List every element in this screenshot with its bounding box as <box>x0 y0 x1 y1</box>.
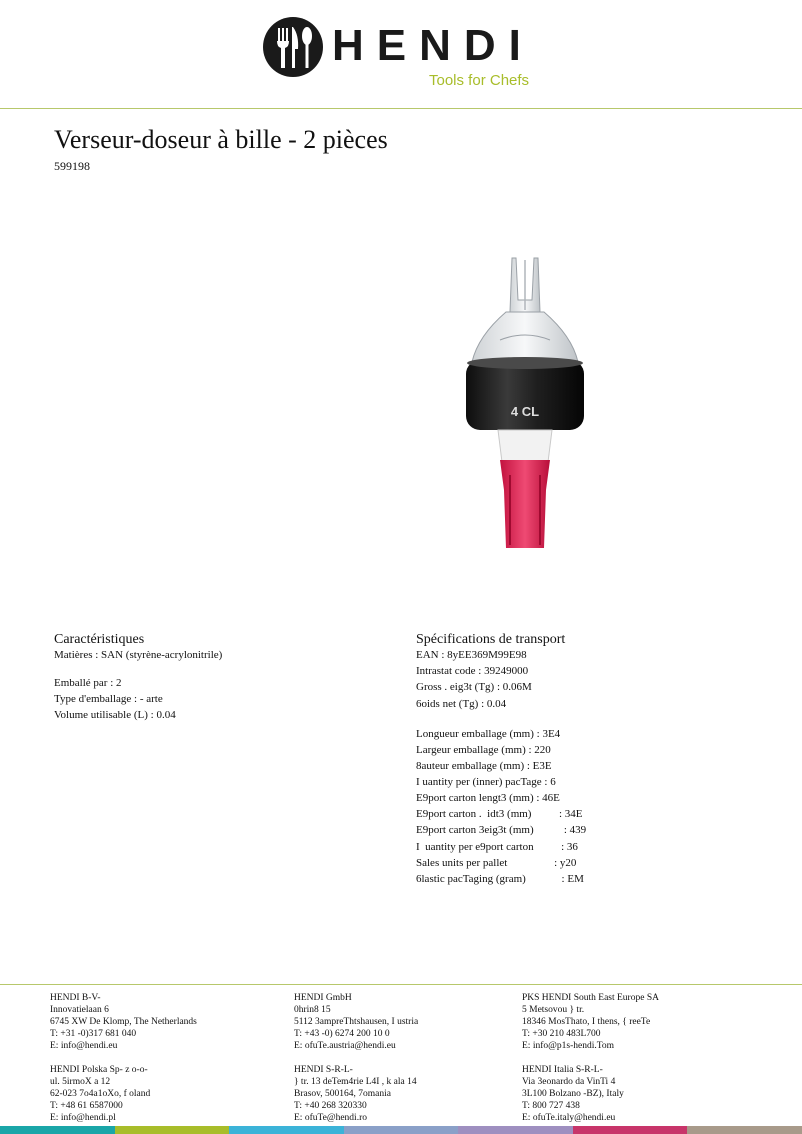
stripe-segment <box>344 1126 459 1134</box>
office-name: HENDI GmbH <box>294 993 352 1003</box>
footer-color-stripe <box>0 1126 802 1134</box>
office-street: ul. 5irmoX a 12 <box>50 1077 111 1087</box>
transport-line: 6lastic pacTaging (gram) : EM <box>416 873 584 885</box>
office-street: 5 Metsovou } tr. <box>522 1005 585 1015</box>
office-city: 18346 MosThato, I thens, { reeTe <box>522 1017 651 1027</box>
brand-tagline: Tools for Chefs <box>429 72 530 89</box>
transport-line: 8auteur emballage (mm) : E3E <box>416 760 552 772</box>
office-phone: T: +48 61 6587000 <box>50 1101 123 1111</box>
stripe-segment <box>573 1126 688 1134</box>
office-name: HENDI S-R-L- <box>294 1065 353 1075</box>
office-street: Innovatielaan 6 <box>50 1005 109 1015</box>
spacer <box>294 1052 418 1064</box>
transport-line: Intrastat code : 39249000 <box>416 665 529 677</box>
footer-column-1 <box>50 992 197 1124</box>
transport-line: I uantity per e9port carton : 36 <box>416 841 578 853</box>
office-city: 5112 3ampreThtshausen, I ustria <box>294 1017 419 1027</box>
office-street: 0hrin8 15 <box>294 1005 331 1015</box>
spec-packaging-type: Type d'emballage : - arte <box>54 693 163 705</box>
office-phone: T: +43 -0) 6274 200 10 0 <box>294 1029 390 1039</box>
office-name: PKS HENDI South East Europe SA <box>522 993 659 1003</box>
footer-column-2 <box>294 992 418 1124</box>
office-email: E: info@p1s-hendi.Tom <box>522 1041 614 1051</box>
transport-line: Largeur emballage (mm) : 220 <box>416 744 551 756</box>
office-name: HENDI B-V- <box>50 993 101 1003</box>
office-city: Brasov, 500164, 7omania <box>294 1089 392 1099</box>
transport-line: Gross . eig3t (Tg) : 0.06M <box>416 681 532 693</box>
office-email: E: ofuTe@hendi.ro <box>294 1113 367 1123</box>
stripe-segment <box>115 1126 230 1134</box>
brand-logo <box>262 14 552 94</box>
office-street: Via 3eonardo da VinTi 4 <box>522 1077 616 1087</box>
stripe-segment <box>458 1126 573 1134</box>
office-email: E: ofuTe.italy@hendi.eu <box>522 1113 616 1123</box>
transport-line: Longueur emballage (mm) : 3E4 <box>416 728 561 740</box>
office-street: } tr. 13 deTem4rie L4I , k ala 14 <box>294 1077 417 1087</box>
transport-line: EAN : 8yEE369M99E98 <box>416 649 527 661</box>
spec-packed-by: Emballé par : 2 <box>54 677 122 689</box>
header-divider <box>0 108 802 109</box>
office-phone: T: +30 210 483L700 <box>522 1029 601 1039</box>
product-title: Verseur-doseur à bille - 2 pièces <box>54 125 388 154</box>
transport-line: 6oids net (Tg) : 0.04 <box>416 698 507 710</box>
office-phone: T: +31 -0)317 681 040 <box>50 1029 137 1039</box>
characteristics-heading: Caractéristiques <box>54 632 145 647</box>
brand-name: HENDI <box>332 21 534 70</box>
product-sku: 599198 <box>54 159 90 173</box>
office-city: 6745 XW De Klomp, The Netherlands <box>50 1017 197 1027</box>
transport-line: E9port carton lengt3 (mm) : 46E <box>416 792 560 804</box>
stripe-segment <box>687 1126 802 1134</box>
transport-line: I uantity per (inner) pacTage : 6 <box>416 776 556 788</box>
office-email: E: info@hendi.eu <box>50 1041 118 1051</box>
footer-column-3 <box>522 992 659 1124</box>
cap-label: 4 CL <box>510 404 540 419</box>
office-name: HENDI Italia S-R-L- <box>522 1065 603 1075</box>
stripe-segment <box>0 1126 115 1134</box>
product-image <box>440 250 610 560</box>
office-email: E: ofuTe.austria@hendi.eu <box>294 1041 396 1051</box>
spec-usable-volume: Volume utilisable (L) : 0.04 <box>54 709 176 721</box>
transport-line: Sales units per pallet : y20 <box>416 857 577 869</box>
spacer <box>522 1052 659 1064</box>
stripe-segment <box>229 1126 344 1134</box>
office-name: HENDI Polska Sp- z o-o- <box>50 1065 148 1075</box>
office-city: 3L100 Bolzano -BZ), Italy <box>522 1089 624 1099</box>
office-phone: T: +40 268 320330 <box>294 1101 367 1111</box>
footer-divider <box>0 984 802 985</box>
transport-line: E9port carton . idt3 (mm) : 34E <box>416 808 583 820</box>
spacer <box>50 1052 197 1064</box>
transport-line: E9port carton 3eig3t (mm) : 439 <box>416 824 587 836</box>
office-email: E: info@hendi.pl <box>50 1113 116 1123</box>
office-city: 62-023 7o4a1oXo, f oland <box>50 1089 151 1099</box>
spec-material: Matières : SAN (styrène-acrylonitrile) <box>54 649 223 661</box>
office-phone: T: 800 727 438 <box>522 1101 580 1111</box>
cutlery-emblem-icon <box>262 16 324 78</box>
transport-heading: Spécifications de transport <box>416 632 566 647</box>
